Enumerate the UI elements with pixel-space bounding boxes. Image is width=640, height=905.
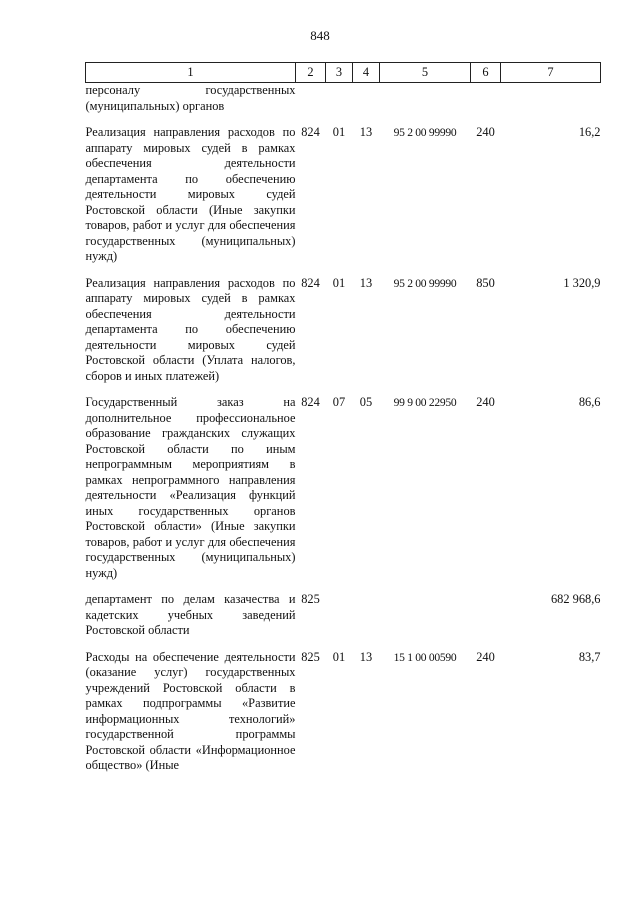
cell-section: 01 [332, 649, 346, 664]
cell-subsection [353, 83, 380, 115]
table-row [86, 395, 601, 581]
cell-section: 01 [332, 275, 346, 290]
cell-amount: 83,7 [578, 649, 601, 664]
cell-section: 01 [332, 125, 346, 139]
cell-expense-type: 240 [476, 125, 495, 139]
cell-subsection: 13 [359, 275, 373, 290]
cell-subsection: 13 [359, 125, 373, 139]
cell-target-article: 95 2 00 99990 [393, 126, 457, 139]
cell-target-article: 95 2 00 99990 [393, 276, 457, 290]
cell-target-article: 99 9 00 22950 [393, 396, 457, 409]
cell-expense-type [471, 592, 501, 639]
cell-section: 07 [332, 395, 346, 409]
cell-amount [501, 83, 601, 115]
column-header: 5 [380, 63, 471, 83]
cell-amount: 16,2 [578, 125, 601, 139]
table-row [86, 125, 601, 265]
cell-subsection: 13 [359, 649, 373, 664]
cell-expense-type [471, 83, 501, 115]
row-description: Реализация направления расходов по аппарату мировых судей в рамках обеспечения деятельности департамента по обеспечению деятельности мировых судей Ростовской области (Иные закупки товаров, работ и услуг для обеспечения государственных (муниципальных) нужд) [85, 125, 296, 263]
cell-ministry-code: 825 [301, 649, 320, 664]
cell-ministry-code: 824 [301, 125, 320, 139]
cell-expense-type: 240 [476, 395, 495, 409]
cell-subsection [353, 592, 380, 639]
table-row [86, 83, 601, 115]
cell-ministry-code: 824 [301, 395, 320, 409]
table-row [86, 276, 601, 385]
column-header: 7 [501, 63, 601, 83]
row-description: Расходы на обеспечение деятельности (оказание услуг) государственных учреждений Ростовской области в рамках подпрограммы «Развитие информационных технологий» государственной программы Ростовской области «Информационное общество» (Иные [85, 649, 296, 772]
column-header: 6 [471, 63, 501, 83]
budget-table [85, 62, 601, 774]
column-header: 4 [353, 63, 380, 83]
table-row [86, 592, 601, 639]
cell-target-article [380, 83, 471, 115]
cell-section [326, 83, 353, 115]
cell-section [326, 592, 353, 639]
row-description: Реализация направления расходов по аппарату мировых судей в рамках обеспечения деятельности департамента по обеспечению деятельности мировых судей Ростовской области (Уплата налогов, сборов и иных платежей) [85, 275, 296, 383]
table-header-row [86, 63, 601, 83]
row-description: персоналу государственных (муниципальных) органов [85, 83, 296, 113]
cell-target-article: 15 1 00 00590 [393, 650, 457, 664]
cell-ministry-code: 824 [301, 275, 320, 290]
cell-amount: 86,6 [578, 395, 601, 409]
column-header: 3 [326, 63, 353, 83]
column-header: 2 [296, 63, 326, 83]
table-row [86, 650, 601, 774]
cell-amount: 1 320,9 [563, 275, 601, 290]
column-header: 1 [86, 63, 296, 83]
cell-target-article [380, 592, 471, 639]
row-description: департамент по делам казачества и кадетских учебных заведений Ростовской области [85, 592, 296, 637]
page-number: 848 [310, 28, 330, 43]
cell-ministry-code: 825 [301, 592, 320, 606]
cell-subsection: 05 [359, 395, 373, 409]
cell-expense-type: 850 [476, 275, 495, 290]
cell-ministry-code [296, 83, 326, 115]
cell-expense-type: 240 [476, 649, 495, 664]
cell-amount: 682 968,6 [550, 592, 601, 606]
row-description: Государственный заказ на дополнительное профессиональное образование гражданских служащих Ростовской области по иным непрограммным мероприятиям в рамках непрограммного направления деятельности «Реализация функций иных государственных органов Ростовской области» (Иные закупки товаров, работ и услуг для обеспечения государственных (муниципальных) нужд) [85, 395, 296, 580]
